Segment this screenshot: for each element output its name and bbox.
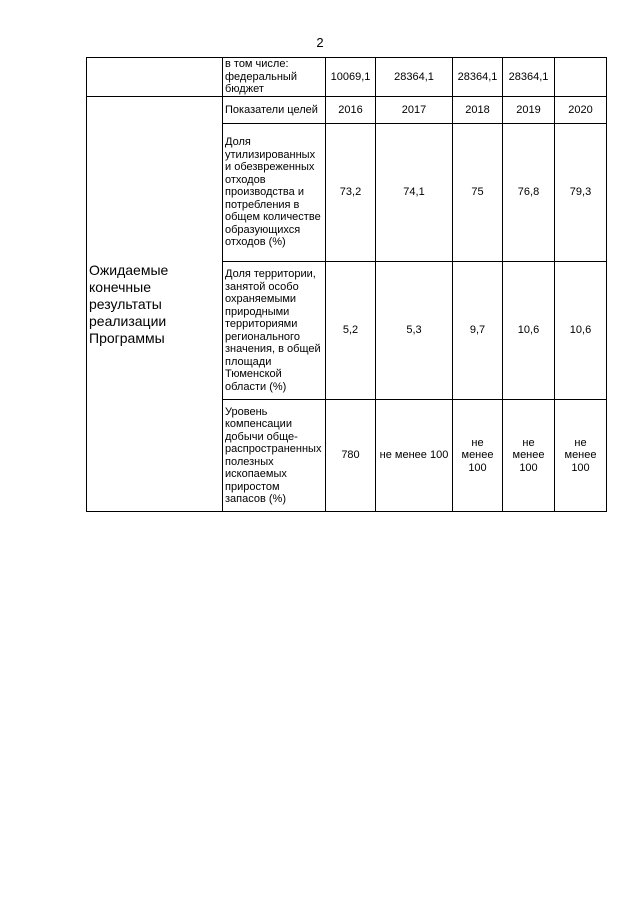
indicator-value: 79,3 [555, 124, 607, 262]
year-header: 2019 [503, 97, 555, 124]
budget-value: 28364,1 [453, 58, 503, 97]
year-header: 2018 [453, 97, 503, 124]
year-header: 2017 [376, 97, 453, 124]
budget-value: 28364,1 [376, 58, 453, 97]
indicator-value: 74,1 [376, 124, 453, 262]
indicators-header-label: Показатели целей [223, 97, 326, 124]
indicator-value: 9,7 [453, 262, 503, 400]
indicator-value: не менее 100 [376, 400, 453, 512]
budget-row [87, 58, 607, 97]
budget-value: 10069,1 [326, 58, 376, 97]
indicator-value: 5,3 [376, 262, 453, 400]
indicator-label: Доля утилизированных и обезвреженных отходов производства и потребления в общем количестве образующихся отходов (%) [223, 124, 326, 262]
indicator-value: не менее 100 [555, 400, 607, 512]
indicator-label: Доля территории, занятой особо охраняемыми природными территориями регионального значения, в общей площади Тюменской области (%) [223, 262, 326, 400]
indicator-value: 10,6 [555, 262, 607, 400]
budget-value [555, 58, 607, 97]
year-header: 2016 [326, 97, 376, 124]
indicator-value: не менее 100 [453, 400, 503, 512]
results-section-title: Ожидаемые конечные результаты реализации Программы [87, 97, 223, 512]
budget-label: в том числе: федеральный бюджет [223, 58, 326, 97]
empty-cell [87, 58, 223, 97]
indicator-value: 73,2 [326, 124, 376, 262]
indicator-value: 76,8 [503, 124, 555, 262]
program-table [86, 57, 607, 512]
indicator-value: 5,2 [326, 262, 376, 400]
indicator-value: 780 [326, 400, 376, 512]
indicator-value: 75 [453, 124, 503, 262]
year-header: 2020 [555, 97, 607, 124]
indicator-value: 10,6 [503, 262, 555, 400]
indicator-label: Уровень компенсации добычи обще-распространенных полезных ископаемых приростом запасов (%) [223, 400, 326, 512]
page-number: 2 [316, 35, 324, 50]
budget-value: 28364,1 [503, 58, 555, 97]
indicator-value: не менее 100 [503, 400, 555, 512]
years-header-row [87, 97, 607, 124]
